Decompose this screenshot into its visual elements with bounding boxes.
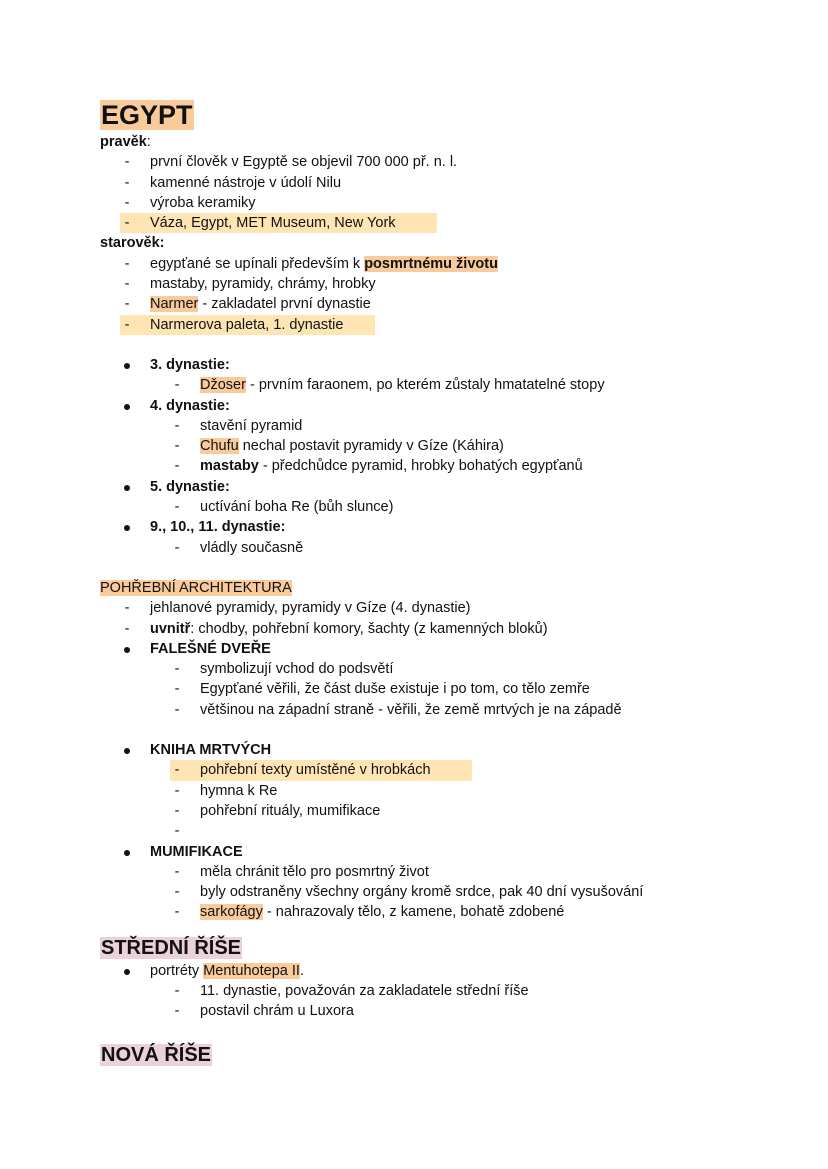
list-item (100, 781, 788, 801)
list-item-highlighted (170, 760, 472, 780)
dash-marker: - (174, 499, 180, 516)
bullet-icon (124, 525, 130, 531)
text-span: : (146, 134, 151, 150)
text-span: 4. dynastie: (150, 397, 230, 414)
dash-marker: - (174, 863, 180, 880)
text-span: FALEŠNÉ DVEŘE (150, 640, 271, 657)
dash-marker: - (174, 782, 180, 799)
dash-marker: - (174, 982, 180, 999)
text-span: mastaby, pyramidy, chrámy, hrobky (150, 276, 376, 293)
text-span: portréty (150, 962, 204, 979)
text-span: pravěk (100, 134, 147, 150)
text-span: Narmer (150, 296, 199, 313)
text-span: kamenné nástroje v údolí Nilu (150, 174, 342, 191)
list-item (100, 862, 788, 882)
text-span: 11. dynastie, považován za zakladatele střední říše (200, 982, 529, 999)
text-span: posmrtnému životu (364, 255, 498, 272)
bullet-mummification (100, 842, 788, 862)
bullet-dynasty-9-11 (100, 517, 788, 537)
text-span: většinou na západní straně - věřili, že země mrtvých je na západě (200, 701, 622, 718)
list-item (100, 1001, 788, 1021)
list-item (100, 801, 788, 821)
dash-marker: - (174, 762, 180, 779)
list-item (100, 152, 788, 172)
text-span: hymna k Re (200, 782, 278, 799)
text-span: uctívání boha Re (bůh slunce) (200, 499, 394, 516)
section-heading-architecture (100, 578, 788, 598)
list-item (100, 436, 788, 456)
list-item (100, 538, 788, 558)
text-span: 3. dynastie: (150, 356, 230, 373)
list-item (100, 416, 788, 436)
list-item (100, 173, 788, 193)
list-item (100, 254, 788, 274)
text-span: stavění pyramid (200, 417, 303, 434)
text-span: POHŘEBNÍ ARCHITEKTURA (100, 579, 292, 596)
text-span: měla chránit tělo pro posmrtný život (200, 863, 429, 880)
list-item (100, 598, 788, 618)
text-span: Egypťané věřili, že část duše existuje i po tom, co tělo zemře (200, 681, 590, 698)
dash-marker: - (174, 438, 180, 455)
page-title: EGYPT (101, 100, 193, 130)
text-span: - zakladatel první dynastie (198, 296, 371, 313)
list-item (100, 274, 788, 294)
text-span: výroba keramiky (150, 194, 256, 211)
section-heading-middle-kingdom: STŘEDNÍ ŘÍŠE (101, 936, 242, 959)
list-item (100, 679, 788, 699)
text-span: Chufu (200, 438, 239, 455)
bullet-icon (124, 404, 130, 410)
dash-marker: - (174, 904, 180, 921)
dash-marker: - (174, 802, 180, 819)
list-item (100, 193, 788, 213)
dash-marker: - (174, 661, 180, 678)
dash-marker: - (124, 154, 130, 171)
section-heading-new-kingdom: NOVÁ ŘÍŠE (101, 1043, 212, 1066)
dash-marker: - (174, 884, 180, 901)
bullet-icon (124, 850, 130, 856)
dash-marker: - (174, 681, 180, 698)
section-label-pravek (100, 132, 788, 152)
text-span: pohřební rituály, mumifikace (200, 802, 381, 819)
text-span: mastaby (200, 458, 259, 475)
dash-marker: - (124, 255, 130, 272)
dash-marker: - (124, 600, 130, 617)
list-item (100, 375, 788, 395)
bullet-portraits (100, 961, 788, 981)
text-span: symbolizují vchod do podsvětí (200, 661, 394, 678)
text-span: postavil chrám u Luxora (200, 1003, 354, 1020)
text-span: uvnitř (150, 620, 191, 637)
text-span: Narmerova paleta, 1. dynastie (150, 316, 344, 333)
text-span: - předchůdce pyramid, hrobky bohatých egypťanů (258, 458, 583, 475)
bullet-icon (124, 748, 130, 754)
list-item (100, 700, 788, 720)
text-span: Mentuhotepa II (203, 962, 300, 979)
text-span: sarkofágy (200, 904, 263, 921)
bullet-dynasty-3 (100, 355, 788, 375)
text-span: 9., 10., 11. dynastie: (150, 519, 286, 536)
dash-marker: - (124, 316, 130, 333)
text-span: Váza, Egypt, MET Museum, New York (150, 215, 396, 232)
text-span: byly odstraněny všechny orgány kromě srdce, pak 40 dní vysušování (200, 884, 644, 901)
dash-marker: - (174, 417, 180, 434)
dash-marker: - (124, 620, 130, 637)
list-item (100, 981, 788, 1001)
list-item-empty (100, 821, 788, 841)
dash-marker: - (124, 276, 130, 293)
text-span: - prvním faraonem, po kterém zůstaly hmatatelné stopy (245, 377, 605, 394)
bullet-false-doors (100, 639, 788, 659)
dash-marker: - (174, 701, 180, 718)
dash-marker: - (124, 296, 130, 313)
text-span: Džoser (200, 377, 246, 394)
document (100, 98, 788, 1068)
text-span: jehlanové pyramidy, pyramidy v Gíze (4. dynastie) (150, 600, 471, 617)
bullet-dynasty-4 (100, 396, 788, 416)
bullet-icon (124, 647, 130, 653)
text-span: : chodby, pohřební komory, šachty (z kamenných bloků) (190, 620, 548, 637)
list-item-highlighted (120, 213, 437, 233)
bullet-icon (124, 363, 130, 369)
dash-marker: - (174, 377, 180, 394)
list-item (100, 497, 788, 517)
dash-marker: - (124, 174, 130, 191)
bullet-dynasty-5 (100, 477, 788, 497)
text-span: 5. dynastie: (150, 478, 230, 495)
text-span: pohřební texty umístěné v hrobkách (200, 762, 431, 779)
dash-marker: - (124, 194, 130, 211)
list-item-highlighted (120, 315, 375, 335)
text-span: první člověk v Egyptě se objevil 700 000 př. n. l. (150, 154, 458, 171)
list-item (100, 456, 788, 476)
bullet-icon (124, 485, 130, 491)
list-item (100, 659, 788, 679)
dash-marker: - (124, 215, 130, 232)
dash-marker: - (174, 1003, 180, 1020)
bullet-icon (124, 969, 130, 975)
section-label-starovek: starověk: (100, 235, 165, 252)
text-span: nechal postavit pyramidy v Gíze (Káhira) (238, 438, 504, 455)
text-span: KNIHA MRTVÝCH (150, 742, 272, 759)
list-item (100, 902, 788, 922)
list-item (100, 882, 788, 902)
text-span: egypťané se upínali především k (150, 255, 365, 272)
list-item (100, 619, 788, 639)
list-item (100, 294, 788, 314)
dash-marker: - (174, 823, 180, 840)
text-span: - nahrazovaly tělo, z kamene, bohatě zdobené (262, 904, 565, 921)
text-span: MUMIFIKACE (150, 843, 243, 860)
text-span: . (299, 962, 304, 979)
text-span: vládly současně (200, 539, 304, 556)
dash-marker: - (174, 539, 180, 556)
bullet-book-of-dead (100, 740, 788, 760)
dash-marker: - (174, 458, 180, 475)
